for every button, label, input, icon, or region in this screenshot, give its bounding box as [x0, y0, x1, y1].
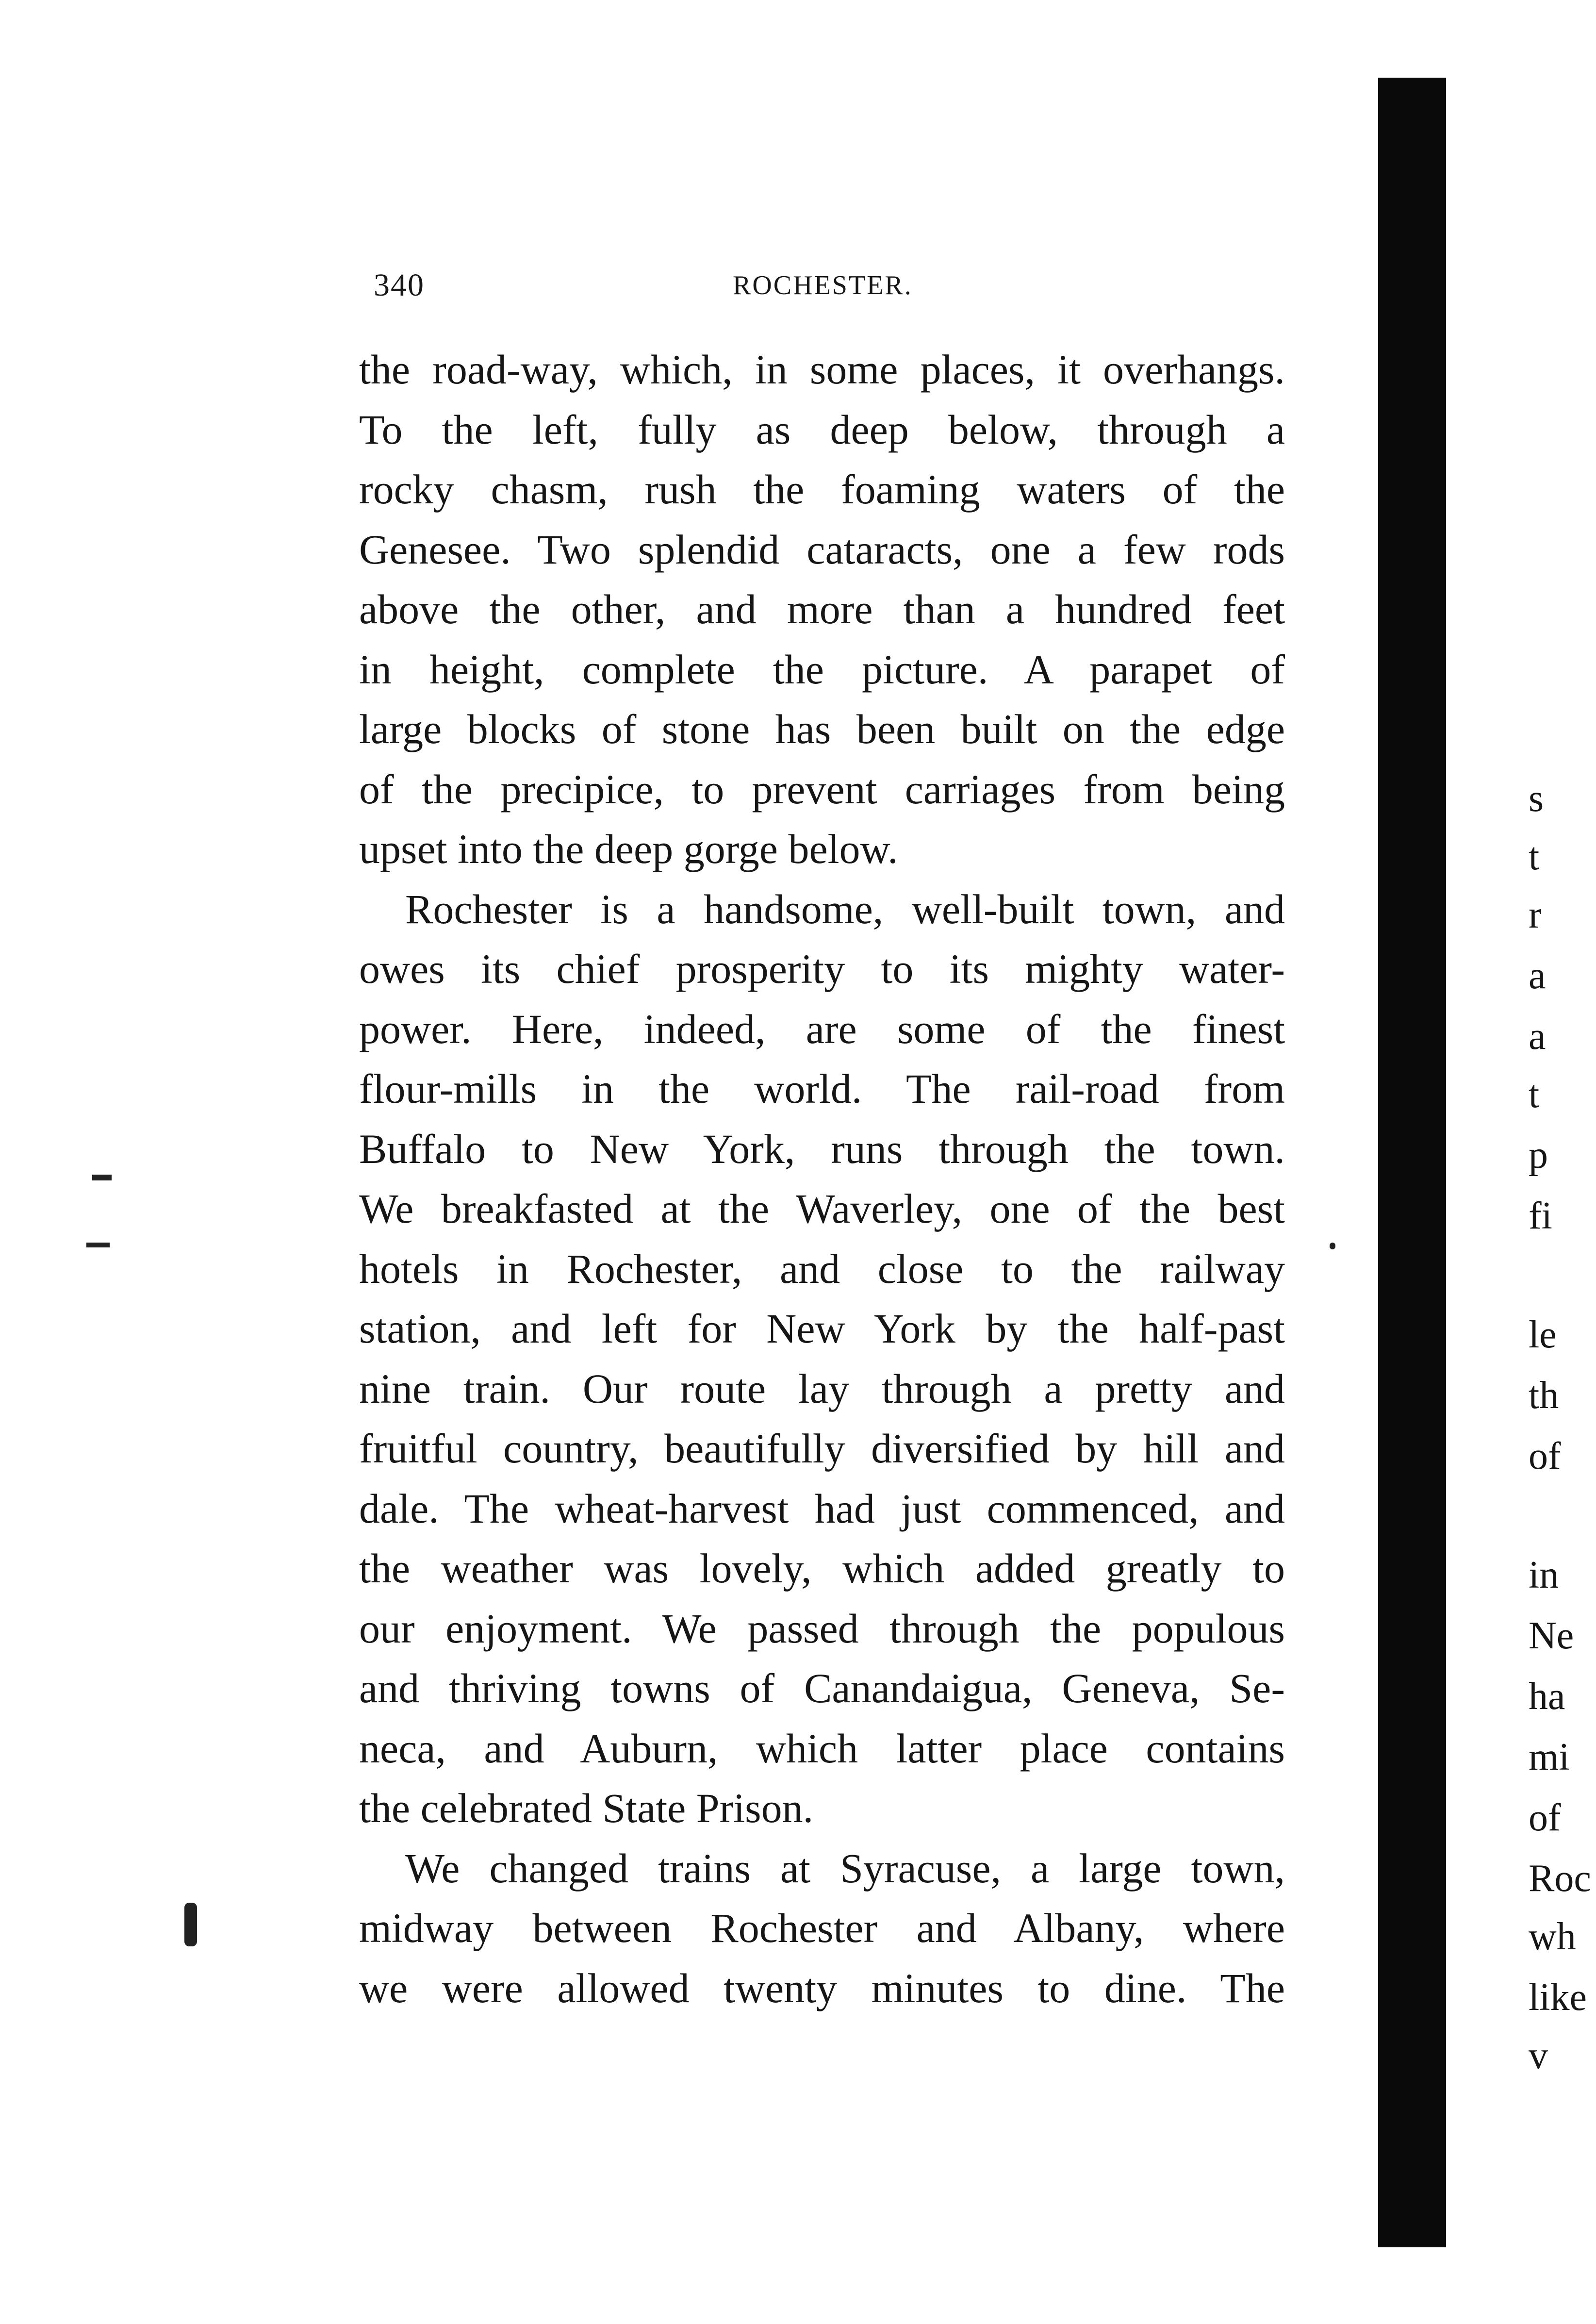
text-line: Buffalo to New York, runs through the town.: [359, 1125, 1285, 1172]
facing-fragment: fi: [1529, 1195, 1552, 1237]
text-line: hotels in Rochester, and close to the railway: [359, 1245, 1285, 1292]
facing-fragment: v: [1529, 2034, 1548, 2077]
facing-fragment: Ne: [1529, 1614, 1574, 1657]
text-line: rocky chasm, rush the foaming waters of the: [359, 466, 1285, 513]
facing-fragment: mi: [1529, 1736, 1570, 1778]
text-line: We changed trains at Syracuse, a large town,: [405, 1844, 1285, 1892]
text-line: neca, and Auburn, which latter place contains: [359, 1725, 1285, 1772]
text-line: large blocks of stone has been built on the edge: [359, 706, 1285, 752]
facing-page-gutter: [1378, 78, 1446, 2247]
text-line: Genesee. Two splendid cataracts, one a few rods: [359, 526, 1285, 573]
text-line: station, and left for New York by the half-past: [359, 1305, 1285, 1352]
text-line: To the left, fully as deep below, through a: [359, 406, 1285, 453]
margin-mark: [1330, 1243, 1335, 1249]
text-line: power. Here, indeed, are some of the finest: [359, 1005, 1285, 1052]
page-number: 340: [374, 267, 425, 303]
text-line: dale. The wheat-harvest had just commenced, and: [359, 1485, 1285, 1532]
text-line: midway between Rochester and Albany, where: [359, 1905, 1285, 1951]
text-line: owes its chief prosperity to its mighty water-: [359, 946, 1285, 992]
facing-fragment: Roc: [1529, 1857, 1591, 1900]
facing-fragment: of: [1529, 1435, 1561, 1477]
text-line: the celebrated State Prison.: [359, 1785, 814, 1831]
text-line: above the other, and more than a hundred feet: [359, 586, 1285, 632]
facing-fragment: t: [1529, 1073, 1540, 1116]
text-line: and thriving towns of Canandaigua, Geneva, Se-: [359, 1665, 1285, 1711]
text-line: of the precipice, to prevent carriages from being: [359, 765, 1285, 813]
facing-fragment: wh: [1529, 1915, 1576, 1958]
running-header: [374, 267, 1296, 311]
text-line: nine train. Our route lay through a pretty and: [359, 1365, 1285, 1412]
text-line: fruitful country, beautifully diversified by hill and: [359, 1425, 1285, 1472]
facing-fragment: r: [1529, 894, 1542, 936]
text-line: flour-mills in the world. The rail-road from: [359, 1065, 1285, 1112]
facing-fragment: p: [1529, 1134, 1548, 1177]
text-line: Rochester is a handsome, well-built town, and: [405, 885, 1285, 932]
text-line: we were allowed twenty minutes to dine. The: [359, 1964, 1285, 2011]
text-line: the road-way, which, in some places, it overhangs.: [359, 346, 1285, 393]
text-line: the weather was lovely, which added greatly to: [359, 1545, 1285, 1592]
paragraph-2: [359, 880, 1285, 1839]
margin-mark: [184, 1903, 197, 1946]
text-line: our enjoyment. We passed through the populous: [359, 1605, 1285, 1652]
facing-fragment: t: [1529, 835, 1540, 878]
text-line: upset into the deep gorge below.: [359, 826, 898, 872]
facing-fragment: like: [1529, 1976, 1587, 2019]
facing-fragment: ha: [1529, 1675, 1565, 1718]
facing-fragment: le: [1529, 1313, 1557, 1356]
body-text: [359, 340, 1285, 2018]
margin-mark: [86, 1243, 110, 1247]
running-title: ROCHESTER.: [733, 270, 913, 300]
facing-fragment: a: [1529, 1015, 1546, 1058]
paragraph-3: [359, 1839, 1285, 2019]
text-line: in height, complete the picture. A parapet of: [359, 646, 1285, 693]
margin-mark: [92, 1175, 112, 1180]
text-line: We breakfasted at the Waverley, one of the best: [359, 1185, 1285, 1232]
facing-fragment: a: [1529, 954, 1546, 997]
facing-fragment: in: [1529, 1554, 1559, 1596]
facing-fragment: th: [1529, 1374, 1559, 1417]
paragraph-1: [359, 340, 1285, 880]
facing-fragment: of: [1529, 1796, 1561, 1839]
facing-fragment: s: [1529, 777, 1544, 820]
